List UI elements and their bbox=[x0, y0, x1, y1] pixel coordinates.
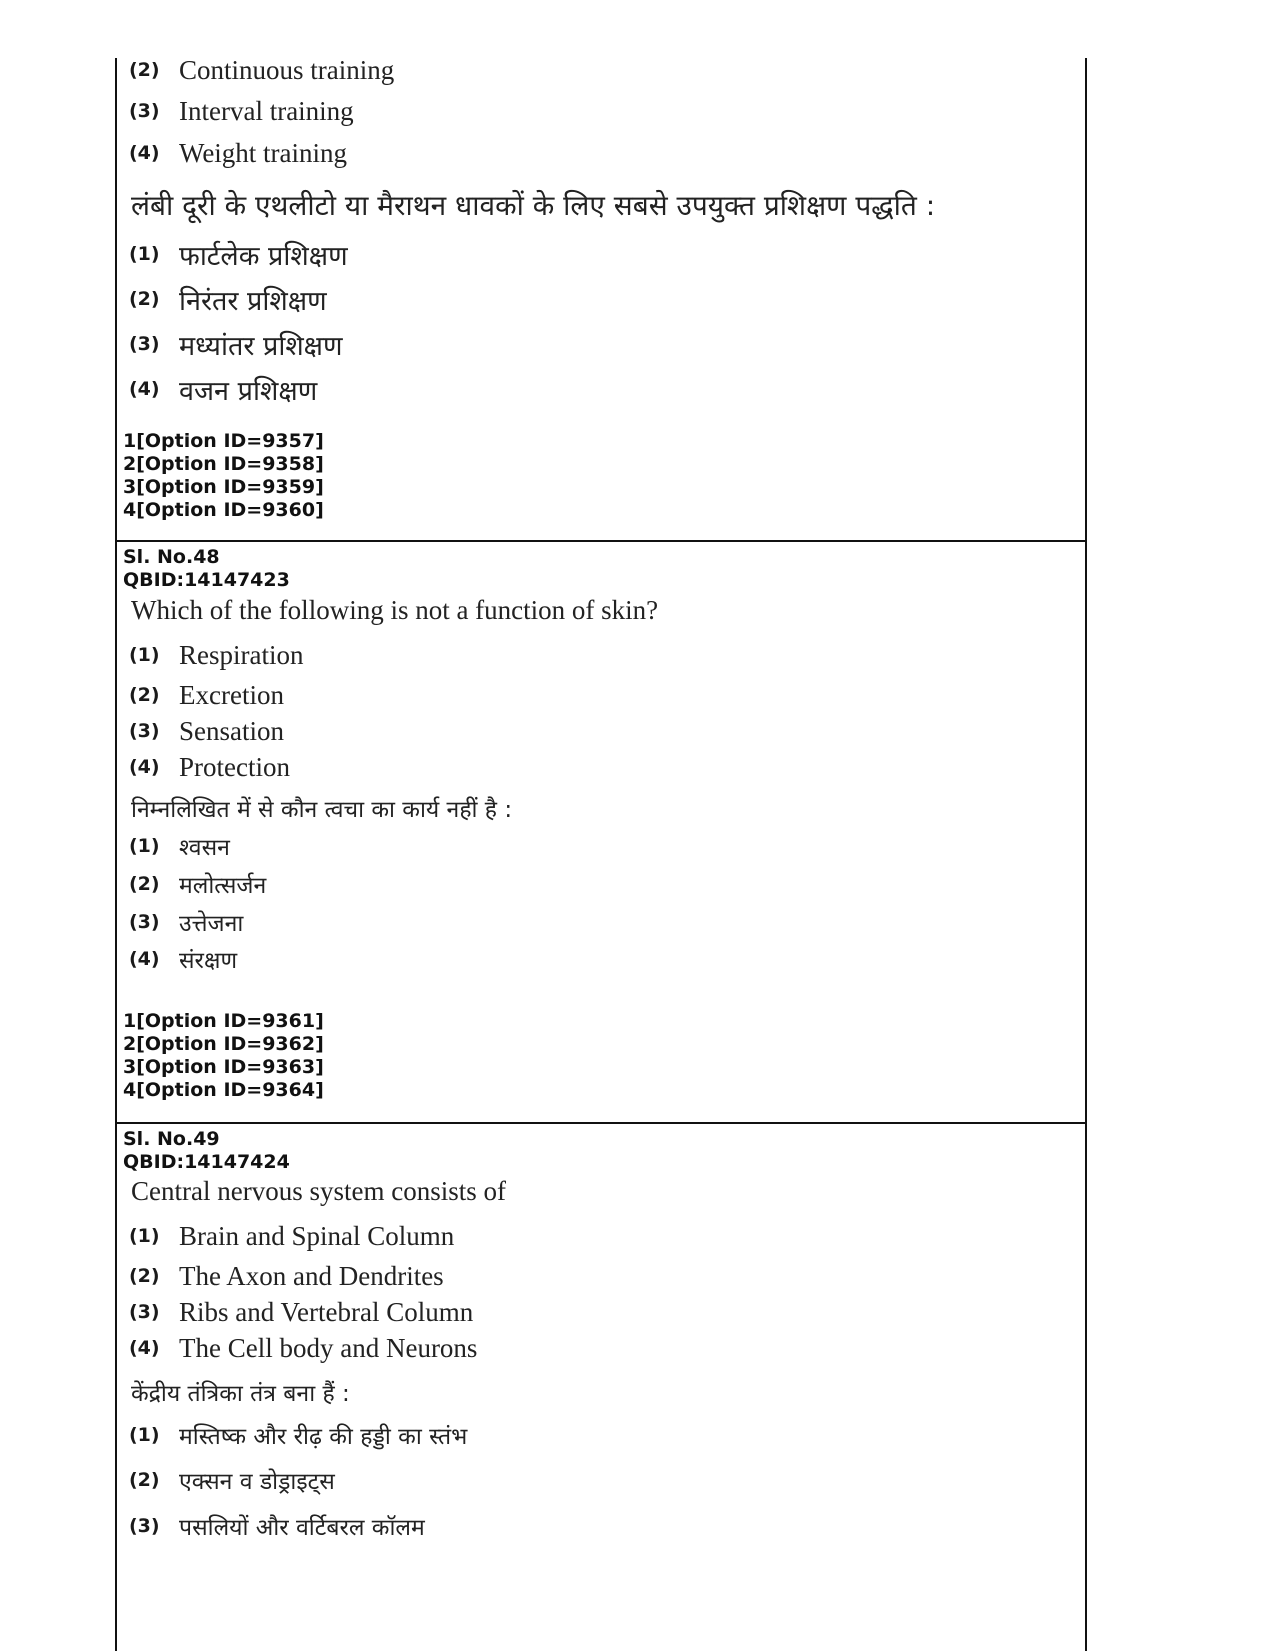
serial-number: Sl. No.48 bbox=[123, 546, 220, 568]
option-number: (3) bbox=[129, 333, 160, 355]
question-table bbox=[115, 54, 1087, 1651]
option-number: (3) bbox=[129, 1301, 160, 1323]
option-number: (1) bbox=[129, 1424, 160, 1446]
option-number: (1) bbox=[129, 243, 160, 265]
option-en-4 bbox=[129, 1332, 477, 1364]
option-number: (3) bbox=[129, 720, 160, 742]
option-hi-2 bbox=[129, 279, 327, 319]
option-en-2 bbox=[129, 54, 394, 86]
question-text-hindi: निम्नलिखित में से कौन त्वचा का कार्य नहीं है : bbox=[131, 797, 513, 823]
option-text: पसलियों और वर्टिबरल कॉलम bbox=[179, 1515, 425, 1541]
option-id: 4[Option ID=9364] bbox=[123, 1079, 324, 1101]
option-text: मस्तिष्क और रीढ़ की हड्डी का स्तंभ bbox=[179, 1424, 468, 1450]
option-number: (1) bbox=[129, 835, 160, 857]
option-number: (2) bbox=[129, 684, 160, 706]
option-number: (3) bbox=[129, 100, 160, 122]
question-text-hindi: केंद्रीय तंत्रिका तंत्र बना हैं : bbox=[131, 1381, 350, 1407]
option-text: The Cell body and Neurons bbox=[179, 1332, 478, 1363]
option-text: वजन प्रशिक्षण bbox=[179, 375, 318, 407]
option-en-4 bbox=[129, 751, 290, 783]
option-en-2 bbox=[129, 679, 284, 711]
option-hi-4 bbox=[129, 369, 317, 409]
qbid: QBID:14147423 bbox=[123, 569, 290, 591]
option-hi-2 bbox=[129, 867, 266, 901]
question-text-english: Which of the following is not a function of skin? bbox=[131, 595, 659, 625]
option-text: Continuous training bbox=[179, 54, 395, 85]
option-id: 2[Option ID=9362] bbox=[123, 1033, 324, 1055]
option-en-1 bbox=[129, 639, 303, 671]
option-number: (4) bbox=[129, 948, 160, 970]
option-id: 1[Option ID=9361] bbox=[123, 1010, 324, 1032]
option-number: (2) bbox=[129, 59, 160, 81]
option-text: Protection bbox=[179, 751, 290, 782]
option-number: (2) bbox=[129, 1265, 160, 1287]
option-id: 3[Option ID=9359] bbox=[123, 476, 324, 498]
option-number: (2) bbox=[129, 288, 160, 310]
qbid: QBID:14147424 bbox=[123, 1151, 290, 1173]
option-hi-1 bbox=[129, 829, 230, 863]
option-hi-1 bbox=[129, 1417, 467, 1453]
option-number: (4) bbox=[129, 756, 160, 778]
question-text-hindi: लंबी दूरी के एथलीटो या मैराथन धावकों के लिए सबसे उपयुक्त प्रशिक्षण पद्धति : bbox=[131, 189, 936, 222]
option-text: Brain and Spinal Column bbox=[179, 1220, 455, 1251]
option-hi-3 bbox=[129, 905, 243, 939]
option-text: फार्टलेक प्रशिक्षण bbox=[179, 240, 348, 272]
question-text-english: Central nervous system consists of bbox=[131, 1176, 506, 1206]
option-id: 3[Option ID=9363] bbox=[123, 1056, 324, 1078]
option-en-4 bbox=[129, 137, 347, 169]
option-text: उत्तेजना bbox=[179, 911, 244, 937]
option-text: Sensation bbox=[179, 715, 284, 746]
option-number: (2) bbox=[129, 1469, 160, 1491]
option-en-3 bbox=[129, 1296, 473, 1328]
question-48 bbox=[117, 542, 1085, 1122]
option-number: (3) bbox=[129, 1515, 160, 1537]
option-number: (1) bbox=[129, 1225, 160, 1247]
option-id: 4[Option ID=9360] bbox=[123, 499, 324, 521]
option-hi-2 bbox=[129, 1462, 335, 1498]
question-47-continued bbox=[117, 54, 1085, 540]
option-number: (2) bbox=[129, 873, 160, 895]
serial-number: Sl. No.49 bbox=[123, 1128, 220, 1150]
question-49 bbox=[117, 1124, 1085, 1651]
option-en-3 bbox=[129, 95, 354, 127]
option-text: Weight training bbox=[179, 137, 348, 168]
option-hi-1 bbox=[129, 234, 348, 274]
option-number: (1) bbox=[129, 644, 160, 666]
option-hi-3 bbox=[129, 1508, 425, 1544]
option-id: 1[Option ID=9357] bbox=[123, 430, 324, 452]
option-number: (4) bbox=[129, 1337, 160, 1359]
option-text: संरक्षण bbox=[179, 948, 238, 974]
option-number: (4) bbox=[129, 378, 160, 400]
option-text: एक्सन व डोड्राइट्स bbox=[179, 1469, 335, 1495]
option-id: 2[Option ID=9358] bbox=[123, 453, 324, 475]
question-header bbox=[123, 546, 290, 592]
option-number: (4) bbox=[129, 142, 160, 164]
option-text: मलोत्सर्जन bbox=[179, 873, 267, 899]
option-en-3 bbox=[129, 715, 284, 747]
option-number: (3) bbox=[129, 911, 160, 933]
option-text: मध्यांतर प्रशिक्षण bbox=[179, 330, 343, 362]
option-text: The Axon and Dendrites bbox=[179, 1260, 444, 1291]
option-text: Excretion bbox=[179, 679, 284, 710]
option-ids bbox=[123, 1010, 324, 1102]
option-text: निरंतर प्रशिक्षण bbox=[179, 285, 327, 317]
option-text: Ribs and Vertebral Column bbox=[179, 1296, 474, 1327]
option-hi-4 bbox=[129, 942, 237, 976]
option-en-1 bbox=[129, 1220, 454, 1252]
option-ids bbox=[123, 430, 324, 522]
option-en-2 bbox=[129, 1260, 444, 1292]
option-hi-3 bbox=[129, 324, 343, 364]
option-text: Interval training bbox=[179, 95, 354, 126]
option-text: Respiration bbox=[179, 639, 304, 670]
option-text: श्वसन bbox=[179, 835, 230, 861]
question-header bbox=[123, 1128, 290, 1174]
